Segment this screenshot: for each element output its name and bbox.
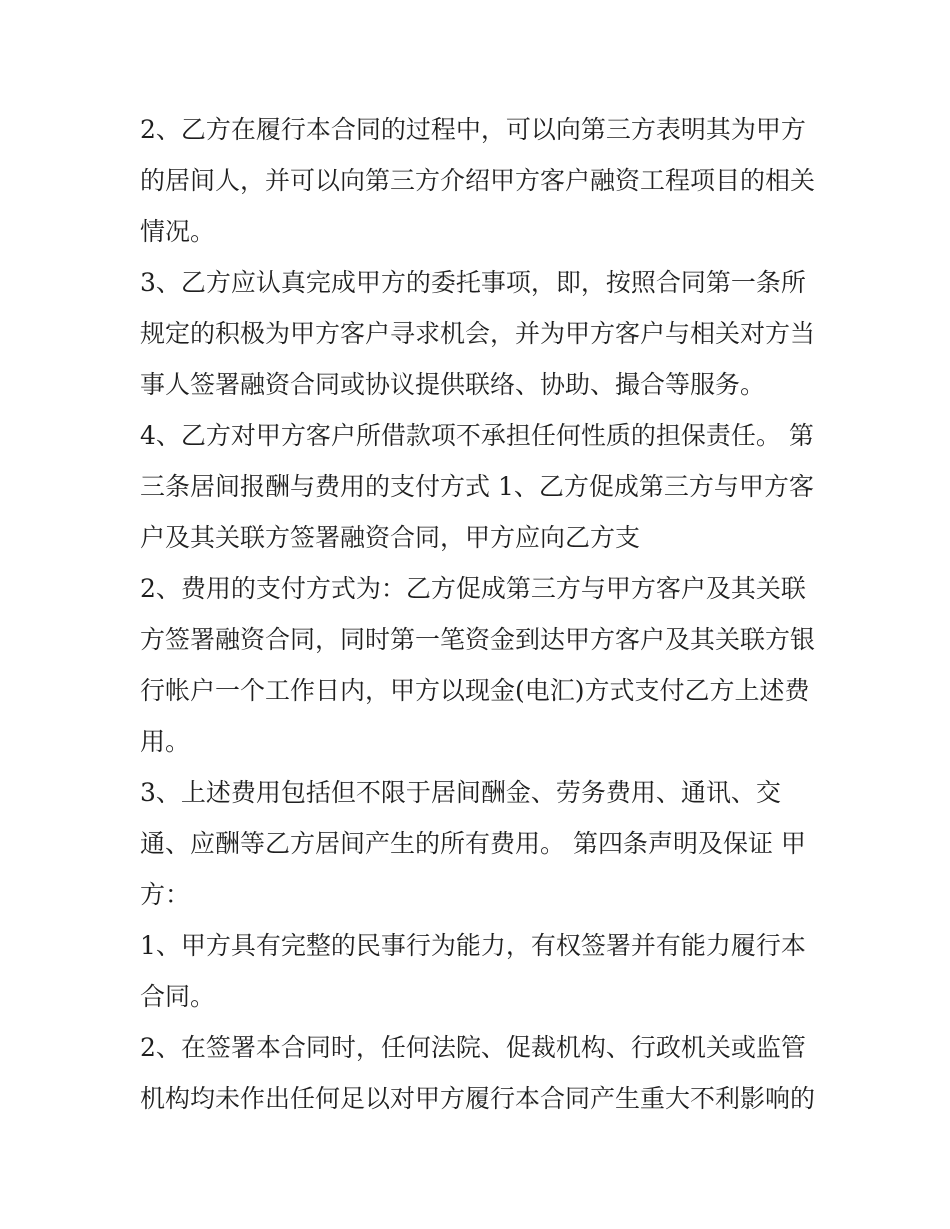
text-line: 2、乙方在履行本合同的过程中，可以向第三方表明其为甲方 — [140, 115, 806, 144]
text-line: 3、乙方应认真完成甲方的委托事项，即，按照合同第一条所 — [140, 268, 806, 297]
text-line: 的居间人，并可以向第三方介绍甲方客户融资工程项目的相关 — [140, 166, 816, 195]
text-line: 1、甲方具有完整的民事行为能力，有权签署并有能力履行本 — [140, 931, 806, 960]
text-line: 2、在签署本合同时，任何法院、促裁机构、行政机关或监管 — [140, 1033, 806, 1062]
text-line: 用。 — [140, 727, 191, 756]
text-line: 机构均未作出任何足以对甲方履行本合同产生重大不利影响的 — [140, 1084, 816, 1113]
text-line: 规定的积极为甲方客户寻求机会，并为甲方客户与相关对方当 — [140, 319, 816, 348]
text-line: 方： — [140, 880, 191, 909]
text-line: 三条居间报酬与费用的支付方式 1、乙方促成第三方与甲方客 — [140, 472, 814, 501]
text-line: 行帐户一个工作日内，甲方以现金(电汇)方式支付乙方上述费 — [140, 676, 810, 705]
text-line: 2、费用的支付方式为：乙方促成第三方与甲方客户及其关联 — [140, 574, 806, 603]
text-line: 方签署融资合同，同时第一笔资金到达甲方客户及其关联方银 — [140, 625, 816, 654]
text-line: 通、应酬等乙方居间产生的所有费用。 第四条声明及保证 甲 — [140, 829, 806, 858]
paragraph-no-adverse-ruling — [140, 1022, 820, 1124]
text-line: 情况。 — [140, 217, 216, 246]
paragraph-fees-scope — [140, 767, 820, 920]
paragraph-clause-4 — [140, 410, 820, 563]
paragraph-clause-3 — [140, 257, 820, 410]
text-line: 合同。 — [140, 982, 216, 1011]
text-line: 事人签署融资合同或协议提供联络、协助、撮合等服务。 — [140, 370, 766, 399]
paragraph-clause-2 — [140, 104, 820, 257]
text-line: 4、乙方对甲方客户所借款项不承担任何性质的担保责任。 第 — [140, 421, 814, 450]
text-line: 户及其关联方签署融资合同，甲方应向乙方支 — [140, 523, 641, 552]
text-line: 3、上述费用包括但不限于居间酬金、劳务费用、通讯、交 — [140, 778, 781, 807]
paragraph-party-a-capacity — [140, 920, 820, 1022]
paragraph-payment-method — [140, 563, 820, 767]
document-body — [140, 104, 820, 1124]
